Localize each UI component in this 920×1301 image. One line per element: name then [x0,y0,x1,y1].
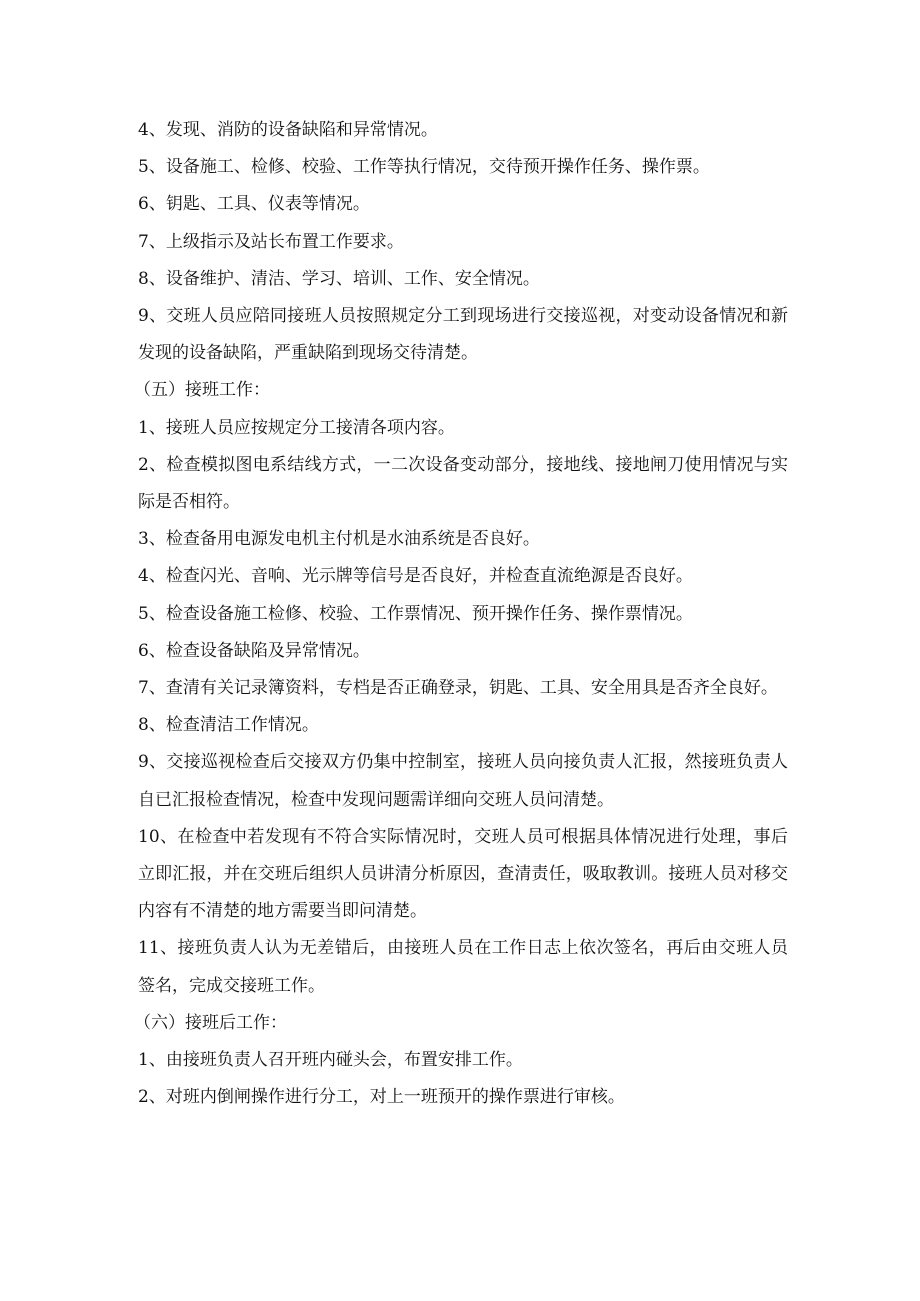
list-item: 8、设备维护、清洁、学习、培训、工作、安全情况。 [138,268,540,289]
list-item: 6、检查设备缺陷及异常情况。 [138,640,370,661]
list-item: 5、设备施工、检修、校验、工作等执行情况，交待预开操作任务、操作票。 [138,157,710,178]
list-item: 10、在检查中若发现有不符合实际情况时，交班人员可根据具体情况进行处理，事后立即汇报，并在交班后组织人员讲清分析原因，查清责任，吸取教训。接班人员对移交内容有不清楚的地方需要当即问清楚。 [138,826,788,922]
section-heading: （五）接班工作： [134,380,270,401]
list-item: 1、由接班负责人召开班内碰头会，布置安排工作。 [138,1050,523,1071]
list-item: 6、钥匙、工具、仪表等情况。 [138,194,370,215]
list-item: 2、检查模拟图电系结线方式，一二次设备变动部分，接地线、接地闸刀使用情况与实际是否相符。 [138,454,788,513]
list-item: 2、对班内倒闸操作进行分工，对上一班预开的操作票进行审核。 [138,1087,625,1108]
list-item: 7、上级指示及站长布置工作要求。 [138,231,404,252]
list-item: 1、接班人员应按规定分工接清各项内容。 [138,417,455,438]
list-item: 11、接班负责人认为无差错后，由接班人员在工作日志上依次签名，再后由交班人员签名，完成交接班工作。 [138,938,788,996]
list-item: 4、检查闪光、音响、光示牌等信号是否良好，并检查直流绝源是否良好。 [138,566,693,587]
section-heading: （六）接班后工作： [134,1012,287,1033]
list-item: 9、交接巡视检查后交接双方仍集中控制室，接班人员向接负责人汇报，然接班负责人自已汇报检查情况，检查中发现问题需详细向交班人员问清楚。 [138,752,788,810]
document-body [134,112,788,1116]
list-item: 8、检查清洁工作情况。 [138,715,319,736]
list-item: 9、交班人员应陪同接班人员按照规定分工到现场进行交接巡视，对变动设备情况和新发现的设备缺陷，严重缺陷到现场交待清楚。 [138,306,788,364]
list-item: 7、查清有关记录簿资料，专档是否正确登录，钥匙、工具、安全用具是否齐全良好。 [138,678,778,699]
list-item: 3、检查备用电源发电机主付机是水油系统是否良好。 [138,529,540,550]
list-item: 5、检查设备施工检修、校验、工作票情况、预开操作任务、操作票情况。 [138,603,693,624]
list-item: 4、发现、消防的设备缺陷和异常情况。 [138,120,438,140]
